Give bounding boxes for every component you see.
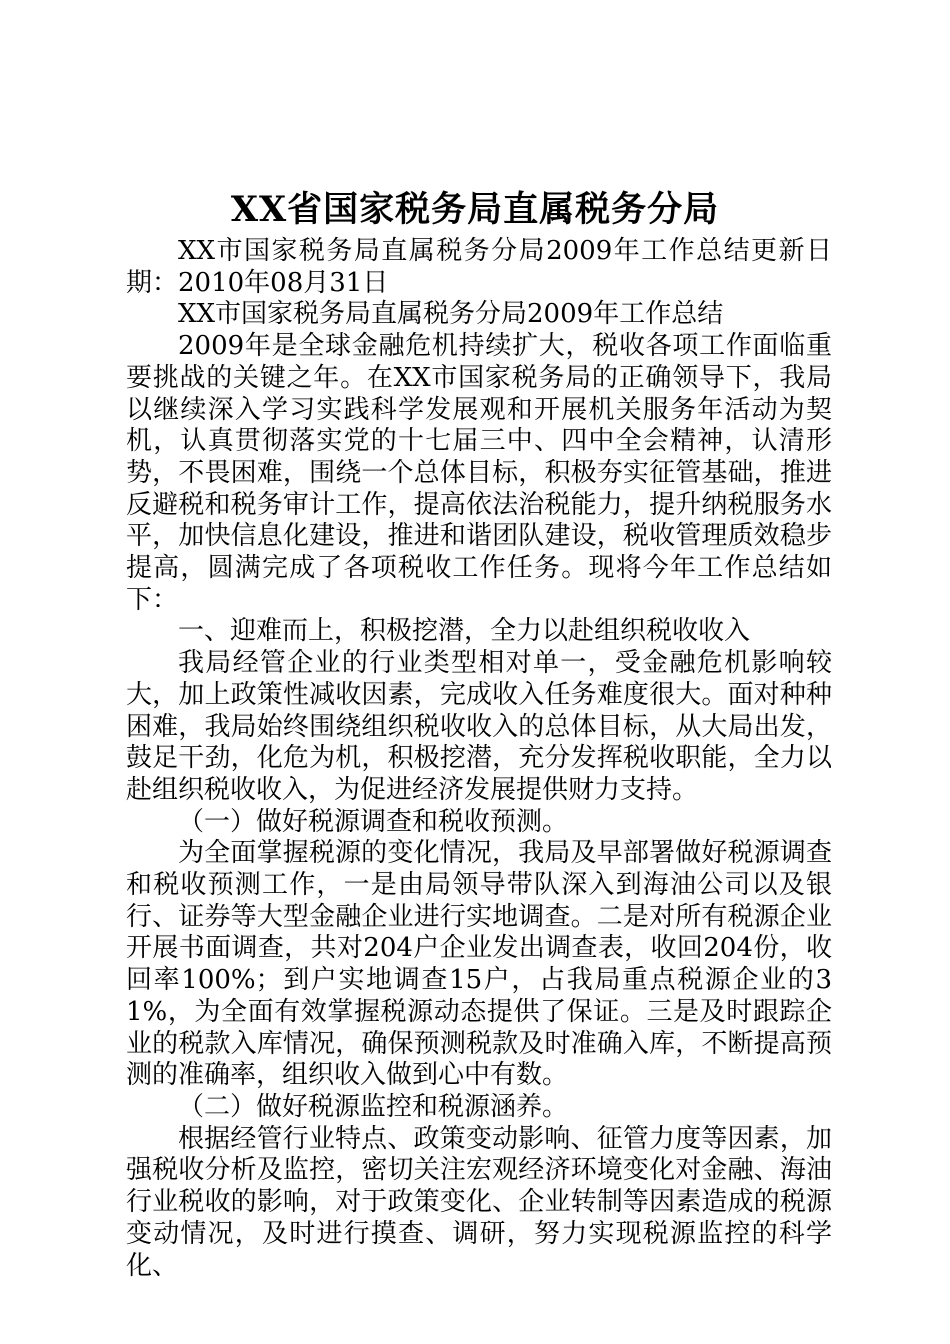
subsection-1-paragraph: 为全面掌握税源的变化情况，我局及早部署做好税源调查和税收预测工作，一是由局领导带队深入到海油公司以及银行、证券等大型金融企业进行实地调查。二是对所有税源企业开展书面调查，共对204户企业发出调查表，收回204份，收回率100%；到户实地调查15户，占我局重点税源企业的31%，为全面有效掌握税源动态提供了保证。三是及时跟踪企业的税款入库情况，确保预测税款及时准确入库，不断提高预测的准确率，组织收入做到心中有数。 bbox=[126, 838, 832, 1091]
section-heading-1: 一、迎难而上，积极挖潜，全力以赴组织税收收入 bbox=[178, 616, 751, 647]
update-date-paragraph: XX市国家税务局直属税务分局2009年工作总结更新日期：2010年08月31日 bbox=[126, 236, 832, 298]
subsection-heading-2: （二）做好税源监控和税源涵养。 bbox=[178, 1091, 569, 1122]
subsection-2-paragraph: 根据经管行业特点、政策变动影响、征管力度等因素，加强税收分析及监控，密切关注宏观经济环境变化对金融、海油行业税收的影响，对于政策变化、企业转制等因素造成的税源变动情况，及时进行摸查、调研，努力实现税源监控的科学化、 bbox=[126, 1123, 832, 1281]
section-1-paragraph: 我局经管企业的行业类型相对单一，受金融危机影响较大，加上政策性减收因素，完成收入任务难度很大。面对种种困难，我局始终围绕组织税收收入的总体目标，从大局出发，鼓足干劲，化危为机，积极挖潜，充分发挥税收职能，全力以赴组织税收收入，为促进经济发展提供财力支持。 bbox=[126, 648, 832, 805]
document-body bbox=[126, 236, 832, 1282]
subsection-heading-1: （一）做好税源调查和税收预测。 bbox=[178, 806, 569, 837]
document-title: XX省国家税务局直属税务分局 bbox=[230, 189, 720, 230]
intro-paragraph: 2009年是全球金融危机持续扩大，税收各项工作面临重要挑战的关键之年。在XX市国家税务局的正确领导下，我局以继续深入学习实践科学发展观和开展机关服务年活动为契机，认真贯彻落实党的十七届三中、四中全会精神，认清形势，不畏困难，围绕一个总体目标，积极夯实征管基础，推进反避税和税务审计工作，提高依法治税能力，提升纳税服务水平，加快信息化建设，推进和谐团队建设，税收管理质效稳步提高，圆满完成了各项税收工作任务。现将今年工作总结如下： bbox=[126, 331, 832, 615]
report-subtitle: XX市国家税务局直属税务分局2009年工作总结 bbox=[178, 299, 724, 330]
